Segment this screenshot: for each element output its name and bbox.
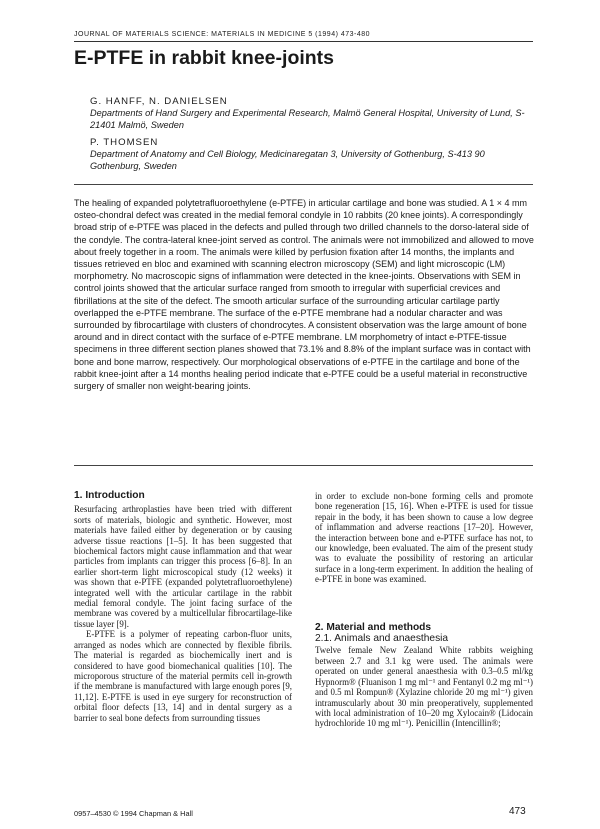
abstract: The healing of expanded polytetrafluoroethylene (e-PTFE) in articular cartilage and bone was studied. A 1 × 4 mm osteo-chondral defect was created in the medial femoral condyle in 10 rabbits (20 knee joints). A correspondingly broad strip of e-PTFE was placed in the defects and pulled through two drilled channels to the dorso-lateral side of the condyle. The contra-lateral knee-joint served as control. The animals were not immobilized and allowed to move about freely together in a room. The animals were killed by perfusion fixation after 14 months, the implants and tissues retrieved en bloc and examined with scanning electron microscopy (SEM) and light microscopic (LM) morphometry. No macroscopic signs of inflammation were detected in the knee-joints. Observations with SEM in control joints showed that the articular surface ranged from smooth to irregular with superficial crevices and fibrillations at the site of the defect. The smooth articular surface of the surrounding articular cartilage partly overlapped the e-PTFE membrane. The surface of the e-PTFE membrane had a nodular character and was surrounded by fibrocartilage with clusters of chondrocytes. A consistent observation was the large amount of bone around and in direct contact with the surface of e-PTFE membrane. LM morphometry of intact e-PTFE-tissue specimens in three different section planes showed that 73.1% and 8.8% of the implant surface was in contact with bone and bone marrow, respectively. Our morphological observations of e-PTFE in the cartilage and bone of the rabbit knee-joint after a 14 months healing period indicate that e-PTFE could be a useful material in reconstructive surgery of smaller non weight-bearing joints. — [74, 198, 534, 392]
author-names-2: P. THOMSEN — [90, 137, 159, 148]
abstract-bottom-rule — [74, 465, 533, 466]
article-title: E-PTFE in rabbit knee-joints — [74, 47, 335, 69]
author-names-1: G. HANFF, N. DANIELSEN — [90, 96, 228, 107]
author-affiliation-2: Department of Anatomy and Cell Biology, Medicinaregatan 3, University of Gothenburg, S-413 90 Gothenburg, Sweden — [90, 149, 485, 171]
subsection-heading-animals: 2.1. Animals and anaesthesia — [315, 633, 449, 645]
abstract-top-rule — [74, 184, 533, 185]
footer-issn: 0957–4530 © 1994 Chapman & Hall — [74, 809, 193, 818]
left-column — [74, 491, 292, 723]
right-column — [315, 491, 533, 729]
intro-paragraph-2: E-PTFE is a polymer of repeating carbon-fluor units, arranged as nodes which are connected by flexible fibrils. The material is regarded as biochemically inert and is considered to have good biomechanical qualities [10]. The microporous structure of the material permits cell in-growth if the membrane is manufactured with large enough pores [9, 11,12]. E-PTFE is used in eye surgery for reconstruction of orbital floor defects [13, 14] and in dental surgery as a barrier to seal bone defects from surrounding tissues — [74, 629, 292, 723]
intro-paragraph-1: Resurfacing arthroplasties have been tried with different sorts of materials, biologic and synthetic. However, most materials have failed either by degeneration or by causing adverse tissue reactions [1–5]. It has been suggested that biochemical factors might cause inflammation and that wear particles from implants can trigger this process [6–8]. In an earlier short-term light microscopical study (12 weeks) it was shown that e-PTFE (expanded polytetrafluoroethylene) integrated well with the articular cartilage in the rabbit medial femoral condyle. The joint facing surface of the membrane was covered by a multicellular fibrocartilage-like tissue layer [9]. — [74, 504, 292, 629]
section-heading-introduction: 1. Introduction — [74, 490, 145, 501]
methods-paragraph-1: Twelve female New Zealand White rabbits weighing between 2.7 and 3.1 kg were used. The animals were operated on under general anaesthesia with 0.3–0.5 ml/kg Hypnorm® (Fluanison 1 mg ml⁻¹ and Fentanyl 0.2 mg ml⁻¹) and 0.5 ml Rompun® (Xylazine chloride 20 mg ml⁻¹) given intramuscularly about 30 min preoperatively, supplemented with local administration of 10–20 mg Xylocain® (Lidocain hydrochloride 10 mg ml⁻¹). Penicillin (Intencillin®; — [315, 645, 533, 729]
intro-paragraph-continuation: in order to exclude non-bone forming cells and promote bone regeneration [15, 16]. When e-PTFE is used for tissue repair in the body, it has been shown to cause a low degree of inflammation and adverse reactions [17–20]. However, the interaction between bone and e-PTFE surface has not, to our knowledge, been evaluated. The aim of the present study was to evaluate the possibility of restoring an articular surface in a long-term experiment. In addition the healing of e-PTFE in bone was examined. — [315, 491, 533, 585]
author-affiliation-1: Departments of Hand Surgery and Experimental Research, Malmö General Hospital, University of Lund, S-21401 Malmö, Sweden — [90, 108, 525, 130]
section-heading-methods: 2. Material and methods — [315, 621, 432, 633]
column-spacer — [315, 585, 533, 623]
journal-header: JOURNAL OF MATERIALS SCIENCE: MATERIALS IN MEDICINE 5 (1994) 473-480 — [74, 31, 371, 38]
page-number: 473 — [509, 806, 526, 817]
header-rule — [74, 41, 533, 42]
